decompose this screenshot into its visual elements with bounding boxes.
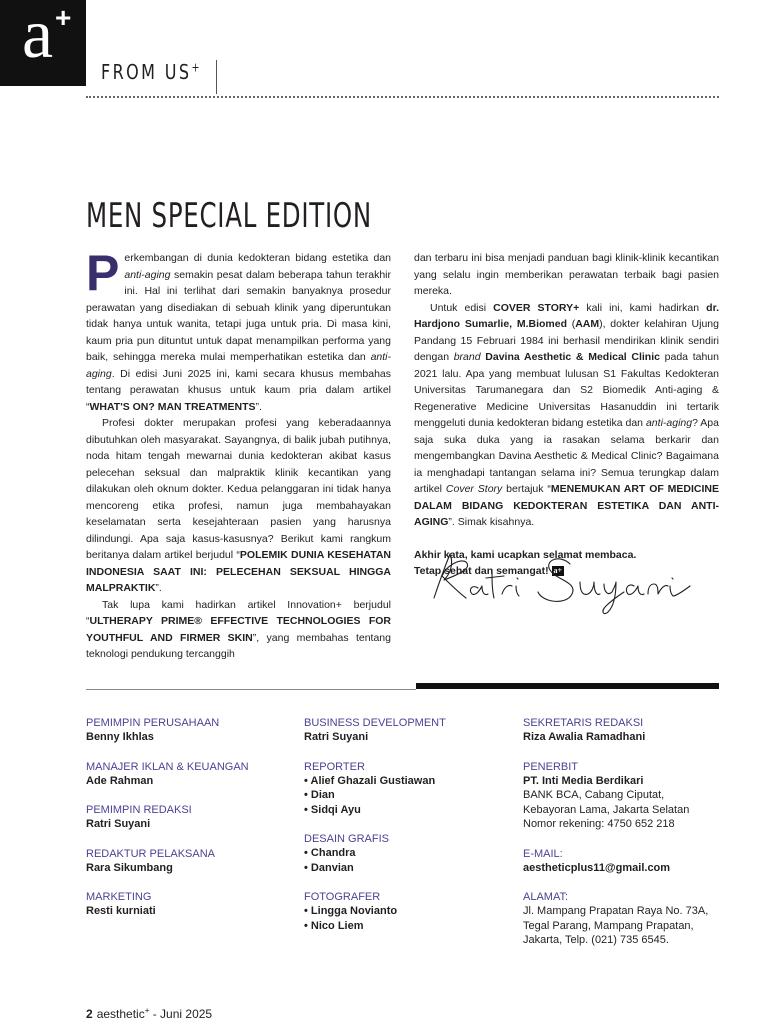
staff-group: [304, 716, 514, 745]
staff-role-label: REPORTER: [304, 760, 365, 773]
paragraph-text: Untuk edisi: [430, 301, 494, 314]
staff-group: [86, 716, 296, 745]
paragraph-text: bertajuk “: [502, 483, 551, 495]
logo-letter: a: [22, 0, 54, 73]
staff-group: [86, 847, 296, 876]
paragraph-text: (: [566, 318, 576, 330]
paragraph-text: Cover Story: [445, 483, 503, 495]
staff-divider-thin: [86, 689, 416, 690]
article-title: MEN SPECIAL EDITION: [86, 196, 372, 236]
article-paragraph: [86, 597, 391, 663]
logo-plus: +: [55, 2, 72, 33]
staff-group: [86, 803, 296, 832]
paragraph-text: Tak lupa kami hadirkan artikel Innovation+ berjudul “: [86, 598, 391, 627]
article-paragraph: [86, 415, 391, 597]
header-divider-vertical: [216, 60, 217, 94]
staff-name: • Sidqi Ayu: [304, 803, 514, 818]
staff-info-line: Jl. Mampang Prapatan Raya No. 73A,: [523, 905, 709, 917]
staff-role-label: REDAKTUR PELAKSANA: [86, 847, 215, 860]
staff-name: aestheticplus11@gmail.com: [523, 861, 671, 874]
issue-date: - Juni 2025: [149, 1007, 213, 1021]
end-mark-logo: a+: [553, 566, 563, 576]
staff-group: [523, 890, 733, 948]
publication-plus: +: [144, 1006, 150, 1015]
staff-info-line: Kebayoran Lama, Jakarta Selatan: [523, 803, 690, 816]
staff-role-label: MARKETING: [86, 891, 152, 903]
staff-role-label: MANAJER IKLAN & KEUANGAN: [86, 760, 249, 773]
section-label-text: FROM US: [101, 60, 192, 84]
staff-name: Riza Awalia Ramadhani: [523, 731, 646, 743]
paragraph-text: ”. Simak kisahnya.: [448, 516, 535, 528]
paragraph-text: Profesi dokter merupakan profesi yang keberadaannya dibutuhkan oleh masyarakat. Sayangnya, di balik jubah putihnya, noda hitam tengah mewarnai dunia kedokteran akibat kasus pelecehan seksual dan malpraktik klinik kecantikan yang dilakukan oleh oknum dokter. Kedua pelanggaran ini tidak hanya mencoreng etika profesi, namun juga membahayakan keselamatan serta kesejahteraan pasien yang harusnya dilindungi. Apa saja kasus-kasusnya? Berikut kami rangkum beritanya dalam artikel berjudul “: [86, 417, 391, 561]
staff-column-3: [523, 716, 733, 963]
staff-role-label: SEKRETARIS REDAKSI: [523, 717, 644, 729]
paragraph-text: dr. Hardjono Sumarlie, M.Biomed: [414, 301, 720, 330]
staff-info-line: Tegal Parang, Mampang Prapatan,: [523, 919, 694, 932]
closing-line-2-text: Tetap sehat dan semangat!: [414, 565, 549, 577]
dropcap-letter: P: [86, 245, 120, 301]
staff-name: Rara Sikumbang: [86, 861, 173, 874]
right-paragraphs: [414, 250, 719, 531]
staff-role-label: ALAMAT:: [523, 891, 569, 903]
section-label-plus: +: [191, 60, 202, 75]
article-paragraph: [86, 245, 391, 415]
paragraph-text: ”.: [255, 400, 262, 413]
staff-name: • Lingga Novianto: [304, 904, 514, 919]
staff-group: [304, 832, 514, 875]
paragraph-text: anti-aging: [86, 351, 391, 380]
staff-column-2: [304, 716, 514, 948]
paragraph-text: COVER STORY+: [493, 301, 580, 314]
paragraph-text: POLEMIK DUNIA KESEHATAN INDONESIA SAAT INI: PELECEHAN SEKSUAL HINGGA MALPRAKTIK: [86, 549, 391, 594]
staff-role-label: FOTOGRAFER: [304, 891, 381, 903]
paragraph-text: ULTHERAPY PRIME® EFFECTIVE TECHNOLOGIES FOR YOUTHFUL AND FIRMER SKIN: [86, 615, 391, 644]
staff-group: [304, 890, 514, 933]
paragraph-text: kali ini, kami hadirkan: [579, 301, 707, 314]
publication-name: aesthetic: [96, 1007, 145, 1021]
staff-name: • Danvian: [304, 861, 514, 876]
paragraph-text: AAM: [575, 318, 600, 330]
paragraph-text: pada tahun 2021 lalu. Apa yang membuat lulusan S1 Fakultas Kedokteran Universitas Tarumanegara dan S2 Biomedik Anti-aging & Regenerative Medicine Universitas Hasanuddin ini tertarik menggeluti dunia kedokteran bidang estetika dan: [414, 351, 719, 429]
staff-group: [86, 890, 296, 919]
staff-name: • Chandra: [304, 846, 514, 861]
article-left-column: [86, 245, 391, 663]
paragraph-text: ”.: [155, 582, 162, 594]
magazine-logo: [0, 0, 86, 86]
staff-role-label: PENERBIT: [523, 760, 579, 773]
page-number: 2: [86, 1007, 93, 1021]
section-label: [101, 60, 202, 84]
staff-group: [86, 760, 296, 789]
staff-info-line: BANK BCA, Cabang Ciputat,: [523, 789, 665, 801]
staff-name: Ade Rahman: [86, 774, 154, 787]
staff-name: PT. Inti Media Berdikari: [523, 774, 644, 787]
editor-signature: [420, 540, 700, 620]
staff-role-label: DESAIN GRAFIS: [304, 833, 389, 845]
staff-name: Resti kurniati: [86, 905, 156, 917]
paragraph-text: anti-aging: [645, 417, 693, 429]
staff-divider-thick: [416, 683, 719, 689]
staff-info-line: Nomor rekening: 4750 652 218: [523, 818, 675, 830]
staff-group: [523, 847, 733, 876]
paragraph-text: ”, yang membahas tentang teknologi pendukung tercanggih: [86, 631, 391, 660]
paragraph-text: . Di edisi Juni 2025 ini, kami secara khusus membahas tentang perawatan khusus untuk kaum pria dalam artikel “: [86, 367, 391, 413]
staff-group: [523, 760, 733, 832]
staff-column-1: [86, 716, 296, 934]
article-right-column: [414, 250, 719, 580]
left-paragraphs: [86, 245, 391, 663]
article-paragraph: [414, 250, 719, 300]
paragraph-text: brand: [453, 351, 481, 363]
staff-name: Ratri Suyani: [304, 731, 369, 743]
header-dotted-rule: [86, 96, 719, 98]
staff-info-line: Jakarta, Telp. (021) 735 6545.: [523, 934, 669, 946]
paragraph-text: Davina Aesthetic & Medical Clinic: [485, 351, 660, 363]
paragraph-text: WHAT'S ON? MAN TREATMENTS: [89, 400, 256, 413]
staff-name: • Dian: [304, 788, 514, 803]
staff-name: Ratri Suyani: [86, 818, 151, 830]
staff-name: • Nico Liem: [304, 919, 514, 934]
staff-group: [304, 760, 514, 818]
staff-name: • Alief Ghazali Gustiawan: [304, 774, 514, 789]
closing-line-1: Akhir kata, kami ucapkan selamat membaca.: [414, 548, 637, 561]
staff-name: Benny Ikhlas: [86, 731, 154, 743]
paragraph-text: erkembangan di dunia kedokteran bidang estetika dan: [124, 252, 391, 264]
paragraph-text: MENEMUKAN ART OF MEDICINE DALAM BIDANG KEDOKTERAN ESTETIKA DAN ANTI-AGING: [414, 483, 720, 528]
article-paragraph: [414, 300, 719, 531]
staff-role-label: PEMIMPIN REDAKSI: [86, 804, 192, 816]
staff-role-label: BUSINESS DEVELOPMENT: [304, 717, 446, 729]
staff-group: [523, 716, 733, 745]
paragraph-text: semakin pesat dalam beberapa tahun terakhir ini. Hal ini terlihat dari semakin banyaknya prosedur perawatan yang disediakan di sebuah klinik yang diperuntukan tidak hanya untuk wanita, tetapi juga untuk pria. Di masa kini, kaum pria pun dituntut untuk dapat menampilkan performa yang baik, sehingga mereka mulai memperhatikan estetika dan: [86, 268, 391, 363]
paragraph-text: ), dokter kelahiran Ujung Pandang 15 Februari 1984 ini berhasil mendirikan klinik sendiri dengan: [414, 318, 719, 363]
page-footer: [86, 1006, 212, 1021]
paragraph-text: anti-aging: [124, 268, 171, 281]
paragraph-text: ? Apa saja suka duka yang ia rasakan selama berkarir dan mengembangkan Davina Aesthetic & Medical Clinic? Bagaimana ia menghadapi tantangan selama ini? Semua terungkap dalam artikel: [414, 417, 719, 495]
staff-role-label: PEMIMPIN PERUSAHAAN: [86, 717, 220, 729]
paragraph-text: dan terbaru ini bisa menjadi panduan bagi klinik-klinik kecantikan yang selalu ingin memberikan perawatan terbaik bagi pasien mereka.: [414, 252, 719, 297]
staff-role-label: E-MAIL:: [523, 847, 563, 860]
